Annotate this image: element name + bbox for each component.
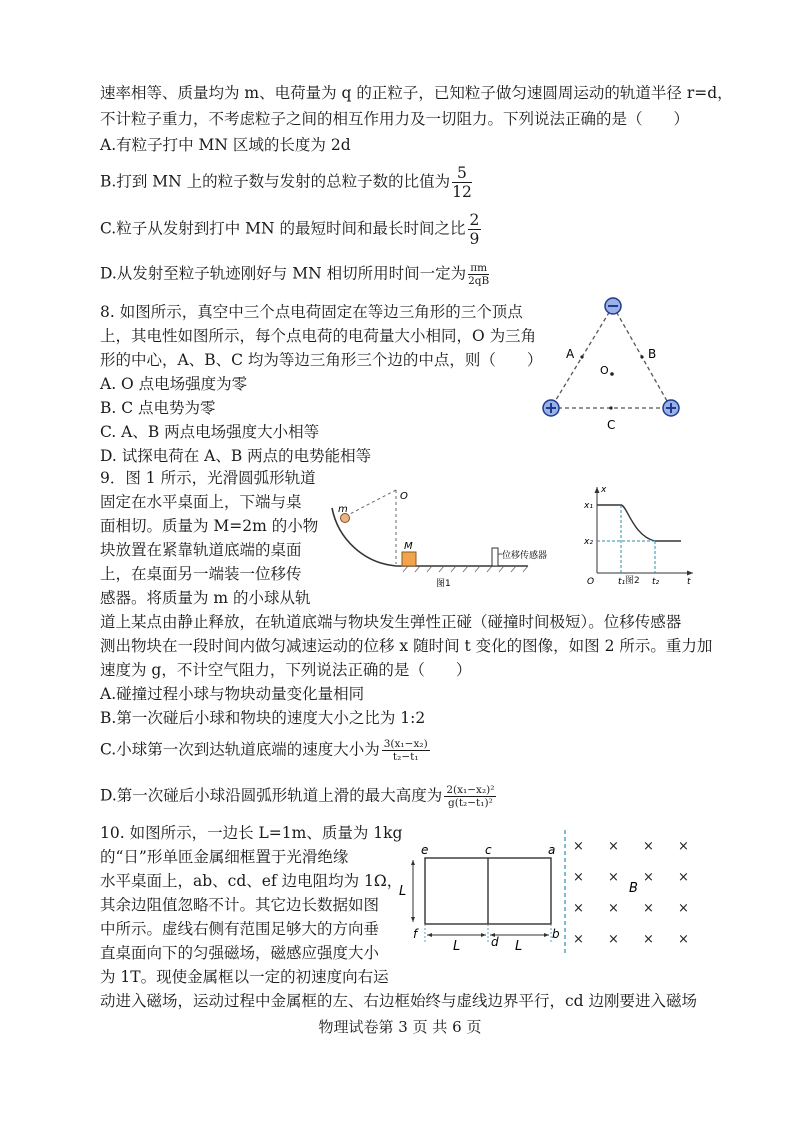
fig2-x2: x₂	[584, 537, 593, 547]
fig2-caption: 图2	[625, 576, 640, 586]
q9-option-d-fraction: $\frac{\text{2(x₁−x₂)²}}{\text{g(t₂−t₁)²}}$	[446, 784, 495, 809]
q10-label-l-right: L	[515, 939, 523, 954]
q7-stem-line1: 速率相等、质量均为 m、电荷量为 q 的正粒子，已知粒子做匀速圆周运动的轨道半径 r=d，	[100, 84, 733, 102]
q9-stem-line7: 道上某点由静止释放，在轨道底端与物块发生弹性正碰（碰撞时间极短）。位移传感器	[100, 613, 682, 631]
q10-stem-line4: 其余边阻值忽略不计。其它边长数据如图	[100, 896, 380, 914]
q7-option-a: A.有粒子打中 MN 区域的长度为 2d	[100, 136, 351, 154]
svg-text:×: ×	[608, 839, 619, 854]
svg-text:×: ×	[643, 839, 654, 854]
svg-text:×: ×	[608, 932, 619, 947]
q10-label-b-field: B	[629, 881, 638, 896]
q9-stem-line5: 上，在桌面另一端装一位移传	[100, 565, 302, 583]
q8-triangle-figure	[535, 292, 695, 442]
q9-figure-1	[328, 486, 548, 592]
fig2-axis-x: x	[601, 485, 607, 495]
q10-stem-line1: 10. 如图所示，一边长 L=1m、质量为 1kg	[100, 824, 403, 842]
positive-charge-icon-left	[543, 400, 559, 416]
q8-option-a: A. O 点电场强度为零	[100, 375, 248, 393]
q9-figure-2-graph	[583, 481, 698, 589]
q7-option-b: B.打到 MN 上的粒子数与发射的总粒子数的比值为 $\frac{5}{12}$	[100, 164, 472, 201]
q8-label-o: O	[600, 364, 609, 377]
fig2-x1: x₁	[584, 501, 593, 511]
svg-text:×: ×	[678, 901, 689, 916]
q8-label-c: C	[607, 418, 616, 432]
q10-stem-line7: 为 1T。现使金属框以一定的初速度向右运	[100, 968, 389, 986]
svg-text:×: ×	[573, 901, 584, 916]
q9-stem-line4: 块放置在紧靠轨道底端的桌面	[100, 541, 302, 559]
q7-option-b-fraction: $\frac{5}{12}$	[452, 164, 472, 201]
q9-stem-line9: 速度为 g，不计空气阻力，下列说法正确的是（ ）	[100, 661, 472, 679]
q9-stem-line8: 测出物块在一段时间内做匀减速运动的位移 x 随时间 t 变化的图像，如图 2 所示。重力加	[100, 637, 713, 655]
fig1-label-m: m	[338, 504, 348, 515]
displacement-sensor-icon	[492, 548, 498, 566]
q9-option-a: A.碰撞过程小球与物块动量变化量相同	[100, 685, 365, 703]
q8-label-b: B	[648, 347, 657, 361]
q7-stem-line2: 不计粒子重力，不考虑粒子之间的相互作用力及一切阻力。下列说法正确的是（ ）	[100, 110, 690, 128]
svg-text:×: ×	[678, 932, 689, 947]
q10-label-b: b	[552, 927, 560, 941]
fig2-t1: t₁	[618, 577, 626, 587]
q10-label-l-vertical: L	[399, 884, 407, 899]
q9-stem-line6: 感器。将质量为 m 的小球从轨	[100, 589, 311, 607]
negative-charge-icon	[605, 298, 621, 314]
fig2-origin: O	[587, 577, 595, 587]
q10-stem-line2: 的“日”形单匝金属细框置于光滑绝缘	[100, 848, 349, 866]
positive-charge-icon-right	[663, 400, 679, 416]
page-footer: 物理试卷第 3 页 共 6 页	[318, 1018, 482, 1036]
fig1-label-big-m: M	[404, 541, 413, 552]
q10-label-d: d	[491, 935, 499, 949]
q10-stem-line8: 动进入磁场，运动过程中金属框的左、右边框始终与虚线边界平行，cd 边刚要进入磁场	[100, 992, 698, 1010]
q8-stem-line3: 形的中心，A、B、C 均为等边三角形三个边的中点，则（ ）	[100, 351, 543, 369]
svg-text:×: ×	[608, 870, 619, 885]
svg-text:×: ×	[678, 870, 689, 885]
svg-text:×: ×	[643, 870, 654, 885]
q8-option-c: C. A、B 两点电场强度大小相等	[100, 423, 320, 441]
svg-text:×: ×	[643, 901, 654, 916]
q7-option-d: D.从发射至粒子轨迹刚好与 MN 相切所用时间一定为 $\frac{\pi m}{2qB}$	[100, 262, 490, 287]
svg-text:×: ×	[573, 839, 584, 854]
fig1-sensor-label: 位移传感器	[502, 551, 548, 561]
fig2-axis-t: t	[687, 577, 691, 587]
q7-option-c-fraction: $\frac{2}{9}$	[469, 211, 480, 248]
block-m-icon	[402, 552, 416, 566]
q9-option-d: D.第一次碰后小球沿圆弧形轨道上滑的最大高度为 $\frac{\text{2(x₁−x₂)²}}{\text{g(t₂−t₁)²}}$	[100, 784, 495, 809]
q10-label-f: f	[413, 927, 418, 941]
q9-stem-line3: 面相切。质量为 M=2m 的小物	[100, 517, 319, 535]
q8-option-b: B. C 点电势为零	[100, 399, 216, 417]
q7-option-d-fraction: $\frac{\pi m}{2qB}$	[468, 262, 490, 287]
q9-option-c-fraction: $\frac{\text{3(x₁−x₂)}}{\text{t₂−t₁}}$	[383, 738, 428, 763]
q8-stem-line1: 8. 如图所示，真空中三个点电荷固定在等边三角形的三个顶点	[100, 303, 523, 321]
q8-label-a: A	[566, 347, 575, 361]
q10-stem-line3: 水平桌面上，ab、cd、ef 边电阻均为 1Ω，	[100, 872, 403, 890]
q10-label-a: a	[548, 843, 556, 857]
q10-frame-field-figure	[395, 828, 705, 958]
q10-label-c: c	[485, 843, 492, 857]
svg-text:×: ×	[678, 839, 689, 854]
q8-stem-line2: 上，其电性如图所示，每个点电荷的电荷量大小相同，O 为三角	[100, 327, 537, 345]
q10-label-e: e	[421, 843, 429, 857]
q10-stem-line6: 直桌面向下的匀强磁场，磁感应强度大小	[100, 944, 380, 962]
q10-label-l-left: L	[453, 939, 461, 954]
q9-stem-line1: 9．图 1 所示，光滑圆弧形轨道	[100, 469, 316, 487]
fig1-label-o: O	[400, 491, 408, 502]
svg-text:×: ×	[573, 932, 584, 947]
svg-text:×: ×	[573, 870, 584, 885]
q10-stem-line5: 中所示。虚线右侧有范围足够大的方向垂	[100, 920, 380, 938]
q8-option-d: D. 试探电荷在 A、B 两点的电势能相等	[100, 447, 372, 465]
q9-stem-line2: 固定在水平桌面上，下端与桌	[100, 493, 302, 511]
q9-option-b: B.第一次碰后小球和物块的速度大小之比为 1:2	[100, 709, 426, 727]
fig2-t2: t₂	[652, 577, 660, 587]
svg-text:×: ×	[643, 932, 654, 947]
q7-option-c: C.粒子从发射到打中 MN 的最短时间和最长时间之比 $\frac{2}{9}$	[100, 211, 480, 248]
q9-option-c: C.小球第一次到达轨道底端的速度大小为 $\frac{\text{3(x₁−x₂)}}{\text{t₂−t₁}}$	[100, 738, 428, 763]
svg-text:×: ×	[608, 901, 619, 916]
fig1-caption: 图1	[436, 579, 451, 589]
